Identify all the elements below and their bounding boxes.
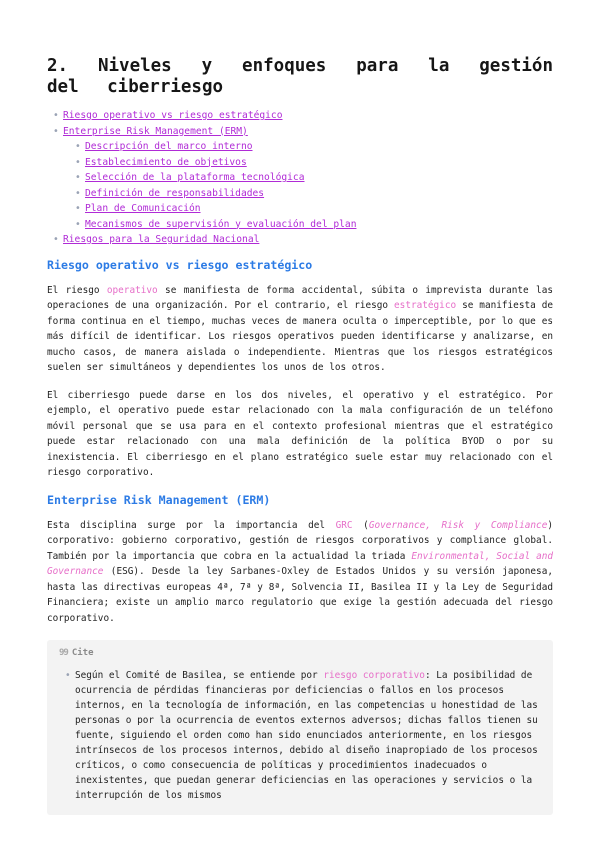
text-run: El riesgo xyxy=(47,284,107,296)
section-heading-erm: Enterprise Risk Management (ERM) xyxy=(47,492,271,507)
toc-item xyxy=(63,124,553,233)
text-run: (ESG). Desde la ley Sarbanes-Oxley de Estados Unidos y su versión japonesa, hasta las directivas europeas 4ª, 7ª y 8ª, Solvencia II, Basilea II y la Ley de Seguridad Financiera; existe un amplio marco regulatorio que exige la gestión adecuada del riesgo corporativo. xyxy=(47,566,553,624)
cite-item xyxy=(75,668,541,803)
toc-item xyxy=(63,232,553,248)
highlight-estrategico: estratégico xyxy=(394,300,457,311)
text-run: Esta disciplina surge por la importancia del xyxy=(47,519,336,531)
highlight-operativo: operativo xyxy=(106,284,158,296)
cite-label: Cite xyxy=(71,648,94,658)
toc-subitem xyxy=(85,139,553,155)
highlight-esg-full: Environmental, Social and Governance xyxy=(47,550,553,577)
toc-link-seguridad-nacional[interactable]: Riesgos para la Seguridad Nacional xyxy=(63,234,260,245)
quote-icon: 99 xyxy=(59,648,68,658)
paragraph-erm-1 xyxy=(47,518,553,627)
section-heading-riesgo: Riesgo operativo vs riesgo estratégico xyxy=(47,257,313,272)
table-of-contents xyxy=(47,108,553,248)
text-run: se manifiesta de forma continua en el tiempo, muchas veces de manera oculta o imperceptible, por lo que es más difícil de identificar. Los riesgos operativos pueden identificarse y analizarse, en mucho casos, de manera aislada o independiente. Mientras que los riesgos estratégicos suelen ser simultáneos y dependientes los unos de los otros. xyxy=(47,300,553,373)
text-run: : La posibilidad de ocurrencia de pérdidas financieras por deficiencias o fallos en los procesos internos, en la tecnología de información, en las competencias u honestidad de las personas o por la ocurrencia de eventos externos adversos; dichas fallos tienen su fuente, siguiendo el orden como han sido enunciados anteriormente, en los riesgos intrínsecos de los procesos internos, debido al diseño inapropiado de los procesos críticos, o como consecuencia de políticas y procedimientos inadecuados o inexistentes, que puedan generar deficiencias en las operaciones y servicios o la interrupción de los mismos xyxy=(75,670,538,801)
toc-link-riesgo-operativo[interactable]: Riesgo operativo vs riesgo estratégico xyxy=(63,110,283,121)
toc-link-comunicacion[interactable]: Plan de Comunicación xyxy=(85,203,201,214)
highlight-grc: GRC xyxy=(335,519,353,531)
page-title: 2. Niveles y enfoques para la gestión del ciberriesgo xyxy=(47,56,553,97)
toc-link-supervision[interactable]: Mecanismos de supervisión y evaluación del plan xyxy=(85,218,357,230)
toc-subitem xyxy=(85,170,553,186)
toc-subitem xyxy=(85,186,553,202)
toc-subitem xyxy=(85,201,553,217)
toc-subitem xyxy=(85,155,553,171)
toc-link-responsabilidades[interactable]: Definición de responsabilidades xyxy=(85,187,265,199)
text-run: ( xyxy=(352,519,369,531)
toc-subitem xyxy=(85,217,553,233)
toc-sublist xyxy=(63,139,553,232)
toc-link-plataforma[interactable]: Selección de la plataforma tecnológica xyxy=(85,172,305,183)
text-run: se manifiesta de forma accidental, súbita o imprevista durante las operaciones de una organización. Por el contrario, el riesgo xyxy=(47,284,553,311)
toc-link-erm[interactable]: Enterprise Risk Management (ERM) xyxy=(63,125,248,137)
paragraph-riesgo-2: El ciberriesgo puede darse en los dos niveles, el operativo y el estratégico. Por ejemplo, el operativo puede estar relacionado con la mala configuración de un teléfono móvil personal que se usa para en el contexto profesional mientras que el estratégico puede estar relacionado con una mala definición de la política BYOD o por su inexistencia. El ciberriesgo en el plano estratégico suele estar muy relacionado con el riesgo corporativo. xyxy=(47,389,553,478)
text-run: Según el Comité de Basilea, se entiende por xyxy=(75,670,324,681)
cite-list xyxy=(59,668,541,803)
text-run: ) corporativo: gobierno corporativo, gestión de riesgos corporativos y compliance global. También por la importancia que cobra en la actualidad la triada xyxy=(47,519,553,562)
cite-block xyxy=(47,640,553,815)
cite-header xyxy=(59,646,541,660)
highlight-riesgo-corporativo: riesgo corporativo xyxy=(323,670,425,681)
toc-link-marco-interno[interactable]: Descripción del marco interno xyxy=(85,141,253,152)
paragraph-riesgo-1 xyxy=(47,283,553,376)
highlight-grc-full: Governance, Risk y Compliance xyxy=(368,519,548,531)
toc-item xyxy=(63,108,553,124)
toc-link-objetivos[interactable]: Establecimiento de objetivos xyxy=(85,156,247,168)
